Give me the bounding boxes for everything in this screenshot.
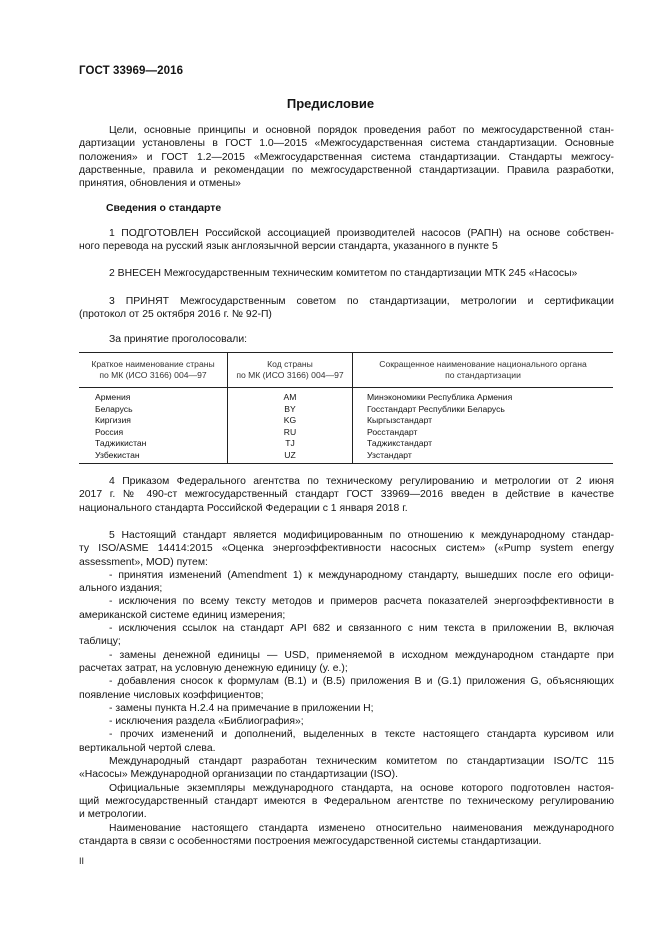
- country-cell: Армения: [95, 392, 131, 402]
- list-item: - добавления сносок к формулам (В.1) и (В.5) приложения В и (G.1) приложения G, объясняющих: [109, 676, 614, 688]
- list-item: - замены пункта Н.2.4 на примечание в приложении Н;: [109, 702, 374, 714]
- country-cell: Узбекистан: [79, 450, 228, 463]
- text-line: «Насосы» Международной организации по стандартизации (ISO).: [79, 769, 398, 781]
- text-line: ного перевода на русский язык англоязычной версии стандарта, указанного в пункте 5: [79, 241, 498, 253]
- document-code-header: ГОСТ 33969—2016: [79, 65, 184, 77]
- code-cell: UZ: [228, 450, 353, 463]
- table-row: [79, 415, 613, 427]
- text-line: положения» и ГОСТ 1.2—2015 «Межгосударственная система стандартизации. Стандарты межгосу-: [79, 151, 614, 163]
- list-item-continuation: расчетах затрат, на условную денежную единицу (у. е.);: [79, 662, 348, 674]
- column-header-country: Краткое наименование страны по МК (ИСО 3166) 004—97: [79, 353, 228, 388]
- item-5-paragraph: [79, 529, 614, 848]
- body-cell: Госстандарт Республики Беларусь: [353, 404, 614, 416]
- text-line: и метрологии.: [79, 809, 147, 821]
- text-line: Международный стандарт разработан техническим комитетом по стандартизации ISO/TC 115: [109, 756, 614, 768]
- list-item-continuation: вертикальной чертой слева.: [79, 742, 216, 754]
- text-line: дартизации установлены в ГОСТ 1.0—2015 «Межгосударственная система стандартизации. Основные: [79, 138, 614, 150]
- text-line: 2017 г. № 490-ст межгосударственный стандарт ГОСТ 33969—2016 введен в действие в качестве: [79, 489, 614, 501]
- text-line: 2 ВНЕСЕН Межгосударственным техническим комитетом по стандартизации МТК 245 «Насосы»: [109, 268, 578, 279]
- list-item: - прочих изменений и дополнений, выделенных в тексте настоящего стандарта курсивом или: [109, 729, 614, 741]
- country-cell: Таджикистан: [95, 438, 147, 449]
- text-line: национального стандарта Российской Федерации с 1 января 2018 г.: [79, 502, 408, 514]
- item-1-paragraph: [79, 227, 614, 254]
- text-line: За принятие проголосовали:: [109, 334, 248, 345]
- list-item-continuation: появление числовых коэффициентов;: [79, 689, 264, 701]
- code-cell: BY: [228, 404, 353, 416]
- country-cell: Киргизия: [95, 415, 131, 426]
- table-row: [79, 388, 613, 404]
- text-line: 1 ПОДГОТОВЛЕН Российской ассоциацией производителей насосов (РАПН) на основе собствен-: [109, 228, 614, 239]
- body-cell: Кыргызстандарт: [353, 415, 614, 427]
- section-heading: Сведения о стандарте: [106, 203, 222, 214]
- text-line: ту ISO/ASME 14414:2015 «Оценка энергоэффективности насосных систем» («Pump system energy: [79, 543, 614, 555]
- text-line: 4 Приказом Федерального агентства по техническому регулированию и метрологии от 2 июня: [109, 476, 614, 487]
- list-item: - замены денежной единицы — USD, применяемой в исходном международном стандарте при: [109, 649, 614, 661]
- item-2-paragraph: [79, 267, 614, 280]
- table-row: [79, 404, 613, 416]
- list-item: - принятия изменений (Amendment 1) к международному стандарту, вышедших после его офици-: [109, 569, 614, 581]
- item-3-paragraph: [79, 295, 614, 322]
- intro-paragraph: [79, 124, 614, 190]
- code-cell: AM: [228, 388, 353, 404]
- list-item-continuation: ального издания;: [79, 583, 163, 595]
- text-line: стандарта в связи с особенностями построения межгосударственной системы стандартизации.: [79, 835, 542, 847]
- voting-countries-table: [79, 352, 613, 464]
- text-line: Цели, основные принципы и основной порядок проведения работ по межгосударственной стан-: [109, 125, 614, 136]
- page-number: II: [79, 856, 85, 866]
- text-line: 5 Настоящий стандарт является модифицированным по отношению к международному стандар-: [109, 530, 614, 541]
- column-header-code: Код страны по МК (ИСО 3166) 004—97: [228, 353, 353, 388]
- table-row: [79, 450, 613, 463]
- text-line: принятия, обновления и отмены»: [79, 178, 241, 190]
- item-4-paragraph: [79, 475, 614, 515]
- page-title: Предисловие: [286, 96, 375, 111]
- country-cell: Беларусь: [95, 403, 133, 414]
- body-cell: Росстандарт: [353, 427, 614, 439]
- text-line: дарственные, правила и рекомендации по межгосударственной стандартизации. Правила разработки,: [79, 164, 614, 176]
- table-header-row: [79, 353, 613, 388]
- table-row: [79, 438, 613, 450]
- voted-label: [79, 333, 614, 346]
- list-item: - исключения раздела «Библиография»;: [109, 716, 304, 728]
- text-line: assessment», MOD) путем:: [79, 556, 208, 568]
- text-line: (протокол от 25 октября 2016 г. № 92-П): [79, 309, 272, 321]
- text-line: 3 ПРИНЯТ Межгосударственным советом по стандартизации, метрологии и сертификации: [109, 296, 614, 307]
- list-item: - исключения ссылок на стандарт API 682 и связанного с ним текста в приложении В, включая: [109, 623, 614, 635]
- body-cell: Минэкономики Республика Армения: [353, 388, 614, 404]
- code-cell: TJ: [228, 438, 353, 450]
- text-line: щий межгосударственный стандарт имеются в Федеральном агентстве по техническому регулированию: [79, 795, 614, 807]
- code-cell: RU: [228, 427, 353, 439]
- code-cell: KG: [228, 415, 353, 427]
- country-cell: Россия: [95, 426, 124, 437]
- table-row: [79, 427, 613, 439]
- body-cell: Узстандарт: [353, 450, 614, 463]
- list-item: - исключения по всему тексту методов и примеров расчета показателей энергоэффективности в: [109, 596, 614, 608]
- list-item-continuation: таблицу;: [79, 636, 121, 648]
- list-item-continuation: американской системе единиц измерения;: [79, 609, 286, 621]
- text-line: Официальные экземпляры международного стандарта, на основе которого подготовлен настоя-: [109, 782, 614, 794]
- column-header-body: Сокращенное наименование национального органа по стандартизации: [353, 353, 614, 388]
- text-line: Наименование настоящего стандарта изменено относительно наименования международного: [109, 822, 614, 834]
- body-cell: Таджикстандарт: [353, 438, 614, 450]
